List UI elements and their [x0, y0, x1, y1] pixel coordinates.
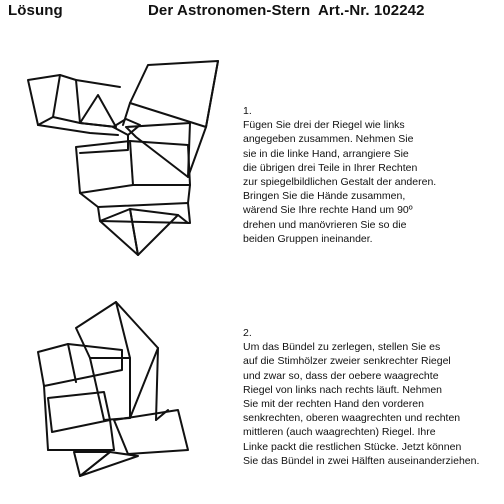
instruction-step-2: [243, 326, 479, 468]
step-number: 1.: [243, 105, 252, 117]
step-text-line: Riegel von links nach rechts läuft. Nehmen: [243, 383, 443, 396]
step-number: 2.: [243, 327, 252, 339]
puzzle-title: Der Astronomen-Stern: [148, 2, 311, 19]
step-text-line: Fügen Sie drei der Riegel wie links: [243, 119, 405, 132]
step-text-line: sie in die linke Hand, arrangiere Sie: [243, 147, 409, 160]
step-text-line: zur spiegelbildlichen Gestalt der anderen.: [243, 176, 437, 189]
instruction-step-1: [243, 104, 436, 246]
step-text-line: die übrigen drei Teile in Ihrer Rechten: [243, 161, 418, 174]
step-text-line: Linke packt die restlichen Stücke. Jetzt können: [243, 440, 462, 453]
step-text-line: angegeben zusammen. Nehmen Sie: [243, 133, 414, 146]
step-text-line: Bringen Sie die Hände zusammen,: [243, 190, 406, 203]
article-number: Art.-Nr. 102242: [318, 2, 425, 19]
page-header: [0, 0, 504, 22]
step-text-line: auf die Stimhölzer zweier senkrechter Riegel: [243, 355, 451, 368]
figure-step-2: [18, 300, 198, 480]
puzzle-illustration-1: [18, 55, 233, 260]
step-text-line: mittleren (auch waagrechten) Riegel. Ihre: [243, 426, 436, 439]
step-text-line: Sie mit der rechten Hand den vorderen: [243, 398, 424, 411]
step-text-line: drehen und manövrieren Sie so die: [243, 218, 407, 231]
step-text-line: Um das Bündel zu zerlegen, stellen Sie es: [243, 341, 441, 354]
figure-step-1: [18, 55, 233, 260]
step-text-line: und zwar so, dass der oebere waagrechte: [243, 369, 439, 382]
solution-label: Lösung: [8, 2, 63, 19]
puzzle-illustration-2: [18, 300, 198, 480]
step-text-line: Sie das Bündel in zwei Hälften auseinanderziehen.: [243, 454, 480, 467]
step-text-line: senkrechten, oberen waagrechten und rechten: [243, 412, 461, 425]
step-text-line: beiden Gruppen ineinander.: [243, 232, 373, 245]
step-text-line: wärend Sie Ihre rechte Hand um 90º: [243, 204, 413, 217]
